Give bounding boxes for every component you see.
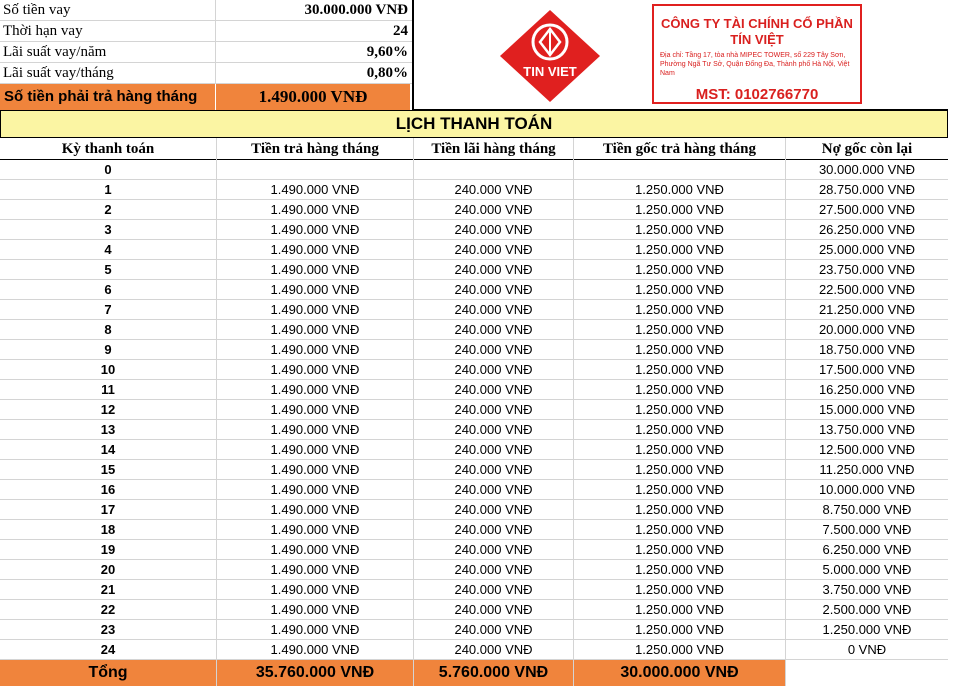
remaining-principal-cell: 5.000.000 VNĐ <box>785 560 948 580</box>
monthly-principal-cell: 1.250.000 VNĐ <box>573 280 785 300</box>
period-cell: 16 <box>100 482 116 497</box>
monthly-payment-cell: 1.490.000 VNĐ <box>216 220 413 240</box>
monthly-payment-cell: 1.490.000 VNĐ <box>216 380 413 400</box>
monthly-interest-cell: 240.000 VNĐ <box>413 380 573 400</box>
monthly-rate-value: 0,80% <box>366 65 408 81</box>
monthly-interest-cell: 240.000 VNĐ <box>413 360 573 380</box>
remaining-principal-cell: 3.750.000 VNĐ <box>785 580 948 600</box>
table-row <box>0 500 948 520</box>
table-row <box>0 540 948 560</box>
company-brand: TÍN VIỆT <box>730 32 784 47</box>
monthly-principal-cell: 1.250.000 VNĐ <box>573 520 785 540</box>
monthly-rate-row <box>0 63 412 84</box>
table-row <box>0 240 948 260</box>
remaining-principal-cell: 18.750.000 VNĐ <box>785 340 948 360</box>
table-row <box>0 620 948 640</box>
monthly-principal-cell <box>573 160 785 180</box>
annual-rate-value: 9,60% <box>366 44 408 60</box>
monthly-interest-cell: 240.000 VNĐ <box>413 240 573 260</box>
remaining-principal-cell: 25.000.000 VNĐ <box>785 240 948 260</box>
monthly-principal-cell: 1.250.000 VNĐ <box>573 320 785 340</box>
tin-viet-logo-icon <box>498 8 602 104</box>
monthly-payment-cell: 1.490.000 VNĐ <box>216 540 413 560</box>
table-header-row <box>0 138 948 160</box>
monthly-interest-cell: 240.000 VNĐ <box>413 520 573 540</box>
period-cell: 9 <box>104 342 112 357</box>
monthly-interest-cell: 240.000 VNĐ <box>413 440 573 460</box>
period-cell: 4 <box>104 242 112 257</box>
monthly-interest-cell: 240.000 VNĐ <box>413 260 573 280</box>
monthly-payment-cell: 1.490.000 VNĐ <box>216 640 413 660</box>
table-row <box>0 520 948 540</box>
monthly-payment-cell: 1.490.000 VNĐ <box>216 520 413 540</box>
monthly-rate-label: Lãi suất vay/tháng <box>3 65 114 81</box>
table-row <box>0 480 948 500</box>
remaining-principal-cell: 6.250.000 VNĐ <box>785 540 948 560</box>
table-row <box>0 260 948 280</box>
period-cell: 3 <box>104 222 112 237</box>
total-remaining-empty <box>785 660 948 686</box>
table-row <box>0 340 948 360</box>
period-cell: 21 <box>100 582 116 597</box>
monthly-payment-cell: 1.490.000 VNĐ <box>216 460 413 480</box>
monthly-payment-cell: 1.490.000 VNĐ <box>216 420 413 440</box>
remaining-principal-cell: 21.250.000 VNĐ <box>785 300 948 320</box>
remaining-principal-cell: 22.500.000 VNĐ <box>785 280 948 300</box>
period-cell: 23 <box>100 622 116 637</box>
monthly-payment-cell: 1.490.000 VNĐ <box>216 280 413 300</box>
remaining-principal-cell: 10.000.000 VNĐ <box>785 480 948 500</box>
monthly-principal-cell: 1.250.000 VNĐ <box>573 620 785 640</box>
monthly-interest-cell: 240.000 VNĐ <box>413 180 573 200</box>
monthly-payment-cell: 1.490.000 VNĐ <box>216 440 413 460</box>
monthly-payment-cell: 1.490.000 VNĐ <box>216 600 413 620</box>
monthly-principal-cell: 1.250.000 VNĐ <box>573 360 785 380</box>
monthly-payment-cell: 1.490.000 VNĐ <box>216 340 413 360</box>
table-row <box>0 280 948 300</box>
remaining-principal-cell: 8.750.000 VNĐ <box>785 500 948 520</box>
company-address: Địa chỉ: Tầng 17, tòa nhà MIPEC TOWER, số 229 Tây Sơn, Phường Ngã Tư Sở, Quận Đống Đa, Thành phố Hà Nội, Việt Nam <box>660 52 850 77</box>
monthly-principal-cell: 1.250.000 VNĐ <box>573 480 785 500</box>
remaining-principal-cell: 1.250.000 VNĐ <box>785 620 948 640</box>
monthly-payment-cell: 1.490.000 VNĐ <box>216 240 413 260</box>
remaining-principal-cell: 7.500.000 VNĐ <box>785 520 948 540</box>
monthly-payment-cell: 1.490.000 VNĐ <box>216 500 413 520</box>
annual-rate-row <box>0 42 412 63</box>
period-cell: 6 <box>104 282 112 297</box>
total-principal: 30.000.000 VNĐ <box>573 660 785 686</box>
monthly-payment-row <box>0 84 412 110</box>
company-header <box>412 0 948 110</box>
monthly-payment-cell: 1.490.000 VNĐ <box>216 560 413 580</box>
monthly-payment-cell: 1.490.000 VNĐ <box>216 200 413 220</box>
monthly-principal-cell: 1.250.000 VNĐ <box>573 440 785 460</box>
table-row <box>0 320 948 340</box>
loan-summary <box>0 0 412 110</box>
monthly-interest-cell: 240.000 VNĐ <box>413 340 573 360</box>
loan-amount-label: Số tiền vay <box>3 2 71 18</box>
remaining-principal-cell: 16.250.000 VNĐ <box>785 380 948 400</box>
monthly-principal-cell: 1.250.000 VNĐ <box>573 540 785 560</box>
monthly-interest-cell: 240.000 VNĐ <box>413 600 573 620</box>
period-cell: 18 <box>100 522 116 537</box>
monthly-principal-cell: 1.250.000 VNĐ <box>573 560 785 580</box>
period-cell: 7 <box>104 302 112 317</box>
table-row <box>0 640 948 660</box>
loan-amount-value: 30.000.000 VNĐ <box>304 2 408 18</box>
monthly-principal-cell: 1.250.000 VNĐ <box>573 340 785 360</box>
table-row <box>0 420 948 440</box>
company-info-box <box>652 4 862 104</box>
period-cell: 11 <box>101 382 115 397</box>
annual-rate-label: Lãi suất vay/năm <box>3 44 107 60</box>
remaining-principal-cell: 2.500.000 VNĐ <box>785 600 948 620</box>
monthly-interest-cell: 240.000 VNĐ <box>413 200 573 220</box>
remaining-principal-cell: 30.000.000 VNĐ <box>785 160 948 180</box>
monthly-interest-cell: 240.000 VNĐ <box>413 620 573 640</box>
monthly-payment-cell: 1.490.000 VNĐ <box>216 360 413 380</box>
monthly-payment-cell <box>216 160 413 180</box>
monthly-interest-cell: 240.000 VNĐ <box>413 320 573 340</box>
monthly-principal-cell: 1.250.000 VNĐ <box>573 220 785 240</box>
table-row <box>0 360 948 380</box>
period-cell: 2 <box>104 202 112 217</box>
period-cell: 1 <box>104 182 112 197</box>
remaining-principal-cell: 27.500.000 VNĐ <box>785 200 948 220</box>
table-row <box>0 180 948 200</box>
monthly-interest-cell: 240.000 VNĐ <box>413 640 573 660</box>
column-header-monthly-principal: Tiền gốc trả hàng tháng <box>573 138 785 160</box>
monthly-payment-cell: 1.490.000 VNĐ <box>216 620 413 640</box>
period-cell: 10 <box>100 362 116 377</box>
monthly-interest-cell: 240.000 VNĐ <box>413 500 573 520</box>
total-label: Tổng <box>0 660 216 686</box>
payment-schedule-table <box>0 138 948 660</box>
table-row <box>0 440 948 460</box>
loan-amount-row <box>0 0 412 21</box>
total-row <box>0 660 948 686</box>
monthly-interest-cell <box>413 160 573 180</box>
company-name: CÔNG TY TÀI CHÍNH CỔ PHẦN <box>661 16 853 31</box>
monthly-principal-cell: 1.250.000 VNĐ <box>573 400 785 420</box>
period-cell: 17 <box>100 502 116 517</box>
period-cell: 15 <box>100 462 116 477</box>
monthly-principal-cell: 1.250.000 VNĐ <box>573 200 785 220</box>
period-cell: 8 <box>104 322 112 337</box>
period-cell: 22 <box>100 602 116 617</box>
table-row <box>0 300 948 320</box>
term-label: Thời hạn vay <box>3 23 83 39</box>
table-row <box>0 580 948 600</box>
monthly-principal-cell: 1.250.000 VNĐ <box>573 600 785 620</box>
monthly-interest-cell: 240.000 VNĐ <box>413 540 573 560</box>
monthly-payment-cell: 1.490.000 VNĐ <box>216 580 413 600</box>
total-interest: 5.760.000 VNĐ <box>413 660 573 686</box>
remaining-principal-cell: 17.500.000 VNĐ <box>785 360 948 380</box>
remaining-principal-cell: 12.500.000 VNĐ <box>785 440 948 460</box>
period-cell: 20 <box>100 562 116 577</box>
schedule-title: LỊCH THANH TOÁN <box>0 110 948 138</box>
monthly-principal-cell: 1.250.000 VNĐ <box>573 180 785 200</box>
monthly-payment-cell: 1.490.000 VNĐ <box>216 260 413 280</box>
monthly-payment-cell: 1.490.000 VNĐ <box>216 180 413 200</box>
remaining-principal-cell: 13.750.000 VNĐ <box>785 420 948 440</box>
monthly-interest-cell: 240.000 VNĐ <box>413 580 573 600</box>
monthly-interest-cell: 240.000 VNĐ <box>413 560 573 580</box>
period-cell: 24 <box>100 642 116 657</box>
remaining-principal-cell: 20.000.000 VNĐ <box>785 320 948 340</box>
column-header-monthly-payment: Tiền trả hàng tháng <box>216 138 413 160</box>
monthly-principal-cell: 1.250.000 VNĐ <box>573 240 785 260</box>
monthly-payment-value: 1.490.000 VNĐ <box>216 84 410 110</box>
table-row <box>0 400 948 420</box>
monthly-payment-label: Số tiền phải trả hàng tháng <box>0 84 215 110</box>
remaining-principal-cell: 0 VNĐ <box>785 640 948 660</box>
monthly-interest-cell: 240.000 VNĐ <box>413 480 573 500</box>
monthly-payment-cell: 1.490.000 VNĐ <box>216 320 413 340</box>
table-row <box>0 600 948 620</box>
table-row <box>0 560 948 580</box>
total-payment: 35.760.000 VNĐ <box>216 660 413 686</box>
period-cell: 12 <box>100 402 116 417</box>
table-body <box>0 160 948 660</box>
term-value: 24 <box>393 23 408 39</box>
monthly-principal-cell: 1.250.000 VNĐ <box>573 640 785 660</box>
monthly-interest-cell: 240.000 VNĐ <box>413 280 573 300</box>
table-row <box>0 460 948 480</box>
monthly-principal-cell: 1.250.000 VNĐ <box>573 460 785 480</box>
monthly-principal-cell: 1.250.000 VNĐ <box>573 580 785 600</box>
company-tax-id: MST: 0102766770 <box>695 86 819 103</box>
table-row <box>0 380 948 400</box>
monthly-interest-cell: 240.000 VNĐ <box>413 400 573 420</box>
period-cell: 14 <box>100 442 116 457</box>
remaining-principal-cell: 23.750.000 VNĐ <box>785 260 948 280</box>
monthly-interest-cell: 240.000 VNĐ <box>413 460 573 480</box>
remaining-principal-cell: 26.250.000 VNĐ <box>785 220 948 240</box>
monthly-principal-cell: 1.250.000 VNĐ <box>573 420 785 440</box>
monthly-principal-cell: 1.250.000 VNĐ <box>573 300 785 320</box>
table-row <box>0 220 948 240</box>
column-header-period: Kỳ thanh toán <box>61 141 155 157</box>
remaining-principal-cell: 15.000.000 VNĐ <box>785 400 948 420</box>
monthly-interest-cell: 240.000 VNĐ <box>413 220 573 240</box>
remaining-principal-cell: 28.750.000 VNĐ <box>785 180 948 200</box>
column-header-remaining-principal: Nợ gốc còn lại <box>785 138 948 160</box>
period-cell: 13 <box>100 422 116 437</box>
term-row <box>0 21 412 42</box>
period-cell: 19 <box>100 542 116 557</box>
period-cell: 5 <box>104 262 112 277</box>
monthly-payment-cell: 1.490.000 VNĐ <box>216 300 413 320</box>
table-row <box>0 200 948 220</box>
remaining-principal-cell: 11.250.000 VNĐ <box>785 460 948 480</box>
monthly-payment-cell: 1.490.000 VNĐ <box>216 480 413 500</box>
monthly-payment-cell: 1.490.000 VNĐ <box>216 400 413 420</box>
period-cell: 0 <box>104 162 112 177</box>
monthly-principal-cell: 1.250.000 VNĐ <box>573 380 785 400</box>
column-header-monthly-interest: Tiền lãi hàng tháng <box>413 138 573 160</box>
monthly-principal-cell: 1.250.000 VNĐ <box>573 500 785 520</box>
monthly-interest-cell: 240.000 VNĐ <box>413 420 573 440</box>
logo-text: TIN VIET <box>523 64 577 79</box>
monthly-interest-cell: 240.000 VNĐ <box>413 300 573 320</box>
table-row <box>0 160 948 180</box>
monthly-principal-cell: 1.250.000 VNĐ <box>573 260 785 280</box>
